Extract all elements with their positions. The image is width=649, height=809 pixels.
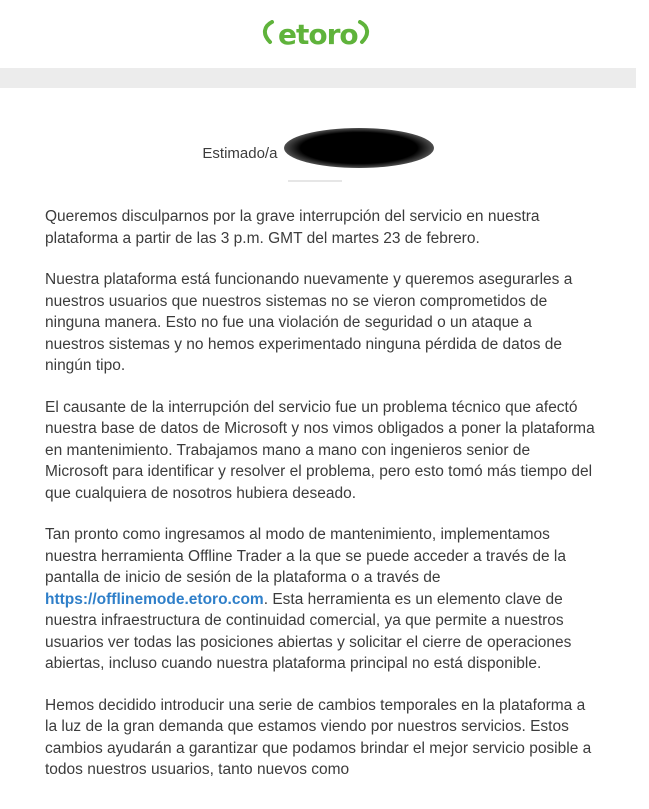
header-card [0, 0, 636, 68]
divider [288, 180, 342, 182]
scrollbar-track[interactable] [636, 0, 649, 809]
paragraph-offline-trader [45, 524, 595, 675]
paragraph-temporary-changes: Hemos decidido introducir una serie de cambios temporales en la plataforma a la luz de la gran demanda que estamos viendo por nuestros servicios. Estos cambios ayudarán a garantizar que podamos brindar el mejor servicio posible a todos nuestros usuarios, tanto nuevos como [45, 696, 592, 778]
paragraph-cause: El causante de la interrupción del servicio fue un problema técnico que afectó nuestra base de datos de Microsoft y nos vimos obligados a poner la plataforma en mantenimiento. Trabajamos mano a mano con ingenieros senior de Microsoft para identificar y resolver el problema, pero esto tomó más tiempo del que cualquiera de nosotros hubiera deseado. [45, 398, 595, 502]
redacted-username [284, 128, 434, 168]
offline-trader-text-after: . Esta herramienta es un elemento clave de nuestra infraestructura de continuidad comercial, ya que permite a nuestros usuarios ver todas las posiciones abiertas y solicitar el cierre de operaciones abiertas, incluso cuando nuestra plataforma principal no está disponible. [45, 590, 572, 672]
offline-mode-link[interactable]: https://offlinemode.etoro.com [45, 590, 264, 608]
logo-left-bull-horn-icon [260, 20, 280, 50]
logo-wordmark: etoro [278, 18, 358, 51]
greeting-prefix: Estimado/a [202, 144, 278, 162]
email-body-card [0, 88, 636, 809]
offline-trader-text-before: Tan pronto como ingresamos al modo de mantenimiento, implementamos nuestra herramienta Offline Trader a la que se puede acceder a través de la pantalla de inicio de sesión de la plataforma o a través de [45, 526, 566, 586]
paragraph-platform-status: Nuestra plataforma está funcionando nuevamente y queremos asegurarles a nuestros usuarios que nuestros sistemas no se vieron comprometidos de ninguna manera. Esto no fue una violación de seguridad o un ataque a nuestros sistemas y no hemos experimentado ninguna pérdida de datos de ningún tipo. [45, 271, 573, 374]
email-content [45, 206, 595, 801]
logo-right-bull-horn-icon [352, 20, 372, 50]
greeting-line [0, 140, 636, 168]
paragraph-apology: Queremos disculparnos por la grave interrupción del servicio en nuestra plataforma a partir de las 3 p.m. GMT del martes 23 de febrero. [45, 208, 540, 247]
etoro-logo[interactable] [260, 14, 370, 54]
